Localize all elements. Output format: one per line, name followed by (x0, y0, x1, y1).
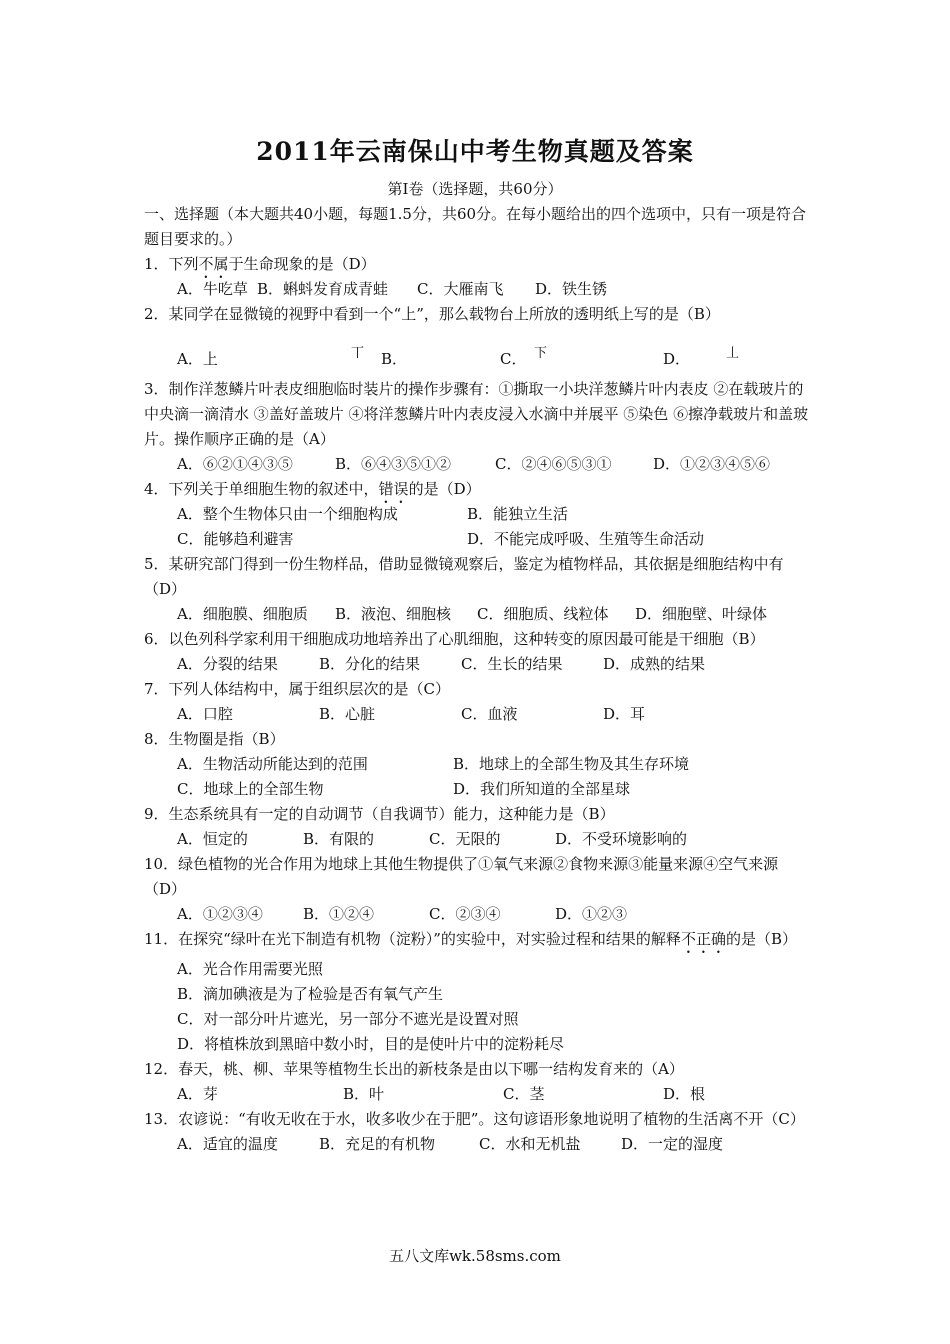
option-d: D．成熟的结果 (603, 655, 706, 673)
question-5-stem: 5．某研究部门得到一份生物样品，借助显微镜观察后，鉴定为植物样品，其依据是细胞结构中有（D） (144, 555, 784, 598)
option-c: C． (500, 350, 527, 368)
option-d: D．①②③ (555, 905, 628, 923)
question-10-options (144, 902, 812, 927)
question-12-stem: 12．春天，桃、柳、苹果等植物生长出的新枝条是由以下哪一结构发育来的（A） (144, 1060, 684, 1078)
question-3-options (144, 452, 812, 477)
option-c: C．能够趋利避害 (177, 530, 294, 548)
question-12-options (144, 1082, 812, 1107)
question-8-options-row2 (144, 777, 812, 802)
option-a: A．细胞膜、细胞质 (177, 605, 308, 623)
question-13-stem: 13．农谚说：“有收无收在于水，收多收少在于肥”。这句谚语形象地说明了植物的生活离不开（C） (144, 1110, 805, 1128)
option-b: B．有限的 (303, 830, 375, 848)
option-b-glyph: 丅 (351, 346, 365, 361)
option-c: C．水和无机盐 (479, 1135, 581, 1153)
option-c: C．②③④ (429, 905, 501, 923)
option-d: D．一定的湿度 (621, 1135, 724, 1153)
option-a: A．上 (177, 350, 218, 368)
section-subtitle: 第Ⅰ卷（选择题，共60分） (387, 180, 563, 198)
option-c: C．血液 (461, 705, 518, 723)
question-1-options (144, 277, 812, 302)
question-6-options (144, 652, 812, 677)
option-b: B．分化的结果 (319, 655, 421, 673)
option-a: A．芽 (177, 1085, 218, 1103)
option-a: A．整个生物体只由一个细胞构成 (177, 505, 398, 523)
option-c: C．②④⑥⑤③① (495, 455, 612, 473)
question-13-options (144, 1132, 812, 1157)
option-c: C．茎 (503, 1085, 545, 1103)
option-d-glyph: 丄 (726, 346, 740, 361)
option-b: B．地球上的全部生物及其生存环境 (453, 755, 690, 773)
option-a: A．适宜的温度 (177, 1135, 278, 1153)
option-b: B．叶 (343, 1085, 385, 1103)
option-b: B．心脏 (319, 705, 376, 723)
question-9-stem: 9．生态系统具有一定的自动调节（自我调节）能力，这种能力是（B） (144, 805, 615, 823)
question-7-options (144, 702, 812, 727)
option-c: C．大雁南飞 (417, 280, 504, 298)
option-b: B．⑥④③⑤①② (335, 455, 452, 473)
question-3-stem: 3．制作洋葱鳞片叶表皮细胞临时装片的操作步骤有：①撕取一小块洋葱鳞片叶内表皮 ②在载玻片的中央滴一滴清水 ③盖好盖玻片 ④将洋葱鳞片叶内表皮浸入水滴中并展平 ⑤染色 ⑥擦净载玻片和盖玻片。操作顺序正确的是（A） (144, 380, 809, 448)
option-b: B．①②④ (303, 905, 375, 923)
option-d: D．①②③④⑤⑥ (653, 455, 771, 473)
option-a: A．牛吃草 (177, 280, 248, 298)
option-c-glyph: 下 (534, 346, 548, 361)
question-6-stem: 6．以色列科学家利用干细胞成功地培养出了心肌细胞，这种转变的原因最可能是干细胞（B） (144, 630, 765, 648)
question-8-options-row1 (144, 752, 812, 777)
option-b: B． (381, 350, 408, 368)
option-a: A．分裂的结果 (177, 655, 278, 673)
option-b: B．滴加碘液是为了检验是否有氧气产生 (177, 985, 444, 1003)
option-a: A．生物活动所能达到的范围 (177, 755, 368, 773)
question-2-options (144, 327, 812, 377)
option-d: D．根 (663, 1085, 706, 1103)
option-c: C．地球上的全部生物 (177, 780, 324, 798)
question-1-stem: 1．下列不属于生命现象的是（D） (144, 255, 376, 273)
option-d: D． (663, 350, 691, 368)
option-d: D．耳 (603, 705, 646, 723)
question-5-options (144, 602, 812, 627)
option-b: B．能独立生活 (467, 505, 569, 523)
option-d: D．铁生锈 (535, 280, 608, 298)
option-c: C．对一部分叶片遮光，另一部分不遮光是设置对照 (177, 1010, 519, 1028)
option-d: D．不受环境影响的 (555, 830, 688, 848)
option-a: A．口腔 (177, 705, 233, 723)
option-b: B．充足的有机物 (319, 1135, 436, 1153)
option-a: A．⑥②①④③⑤ (177, 455, 293, 473)
option-c: C．无限的 (429, 830, 501, 848)
option-b: B．蝌蚪发育成青蛙 (257, 280, 389, 298)
option-d: D．将植株放到黑暗中数小时，目的是使叶片中的淀粉耗尽 (177, 1035, 565, 1053)
option-c: C．生长的结果 (461, 655, 563, 673)
question-11-stem: 11．在探究“绿叶在光下制造有机物（淀粉）”的实验中，对实验过程和结果的解释不正确的是（B） (144, 930, 797, 948)
option-a: A．光合作用需要光照 (177, 960, 323, 978)
question-7-stem: 7．下列人体结构中，属于组织层次的是（C） (144, 680, 451, 698)
option-d: D．细胞壁、叶绿体 (635, 605, 768, 623)
option-d: D．我们所知道的全部星球 (453, 780, 631, 798)
page-title: 2011年云南保山中考生物真题及答案 (256, 137, 694, 166)
option-c: C．细胞质、线粒体 (477, 605, 609, 623)
option-a: A．恒定的 (177, 830, 248, 848)
question-8-stem: 8．生物圈是指（B） (144, 730, 285, 748)
option-d: D．不能完成呼吸、生殖等生命活动 (467, 530, 705, 548)
question-10-stem: 10．绿色植物的光合作用为地球上其他生物提供了①氧气来源②食物来源③能量来源④空气来源（D） (144, 855, 779, 898)
section-header: 一、选择题（本大题共40小题，每题1.5分，共60分。在每小题给出的四个选项中，只有一项是符合题目要求的。） (144, 205, 807, 248)
question-4-options-row1 (144, 502, 812, 527)
question-list (144, 202, 812, 1157)
question-2-stem: 2．某同学在显微镜的视野中看到一个“上”，那么载物台上所放的透明纸上写的是（B） (144, 305, 720, 323)
question-4-options-row2 (144, 527, 812, 552)
question-9-options (144, 827, 812, 852)
page-footer: 五八文库wk.58sms.com (389, 1247, 561, 1265)
option-a: A．①②③④ (177, 905, 263, 923)
option-b: B．液泡、细胞核 (335, 605, 452, 623)
question-4-stem: 4．下列关于单细胞生物的叙述中，错误的是（D） (144, 480, 481, 498)
